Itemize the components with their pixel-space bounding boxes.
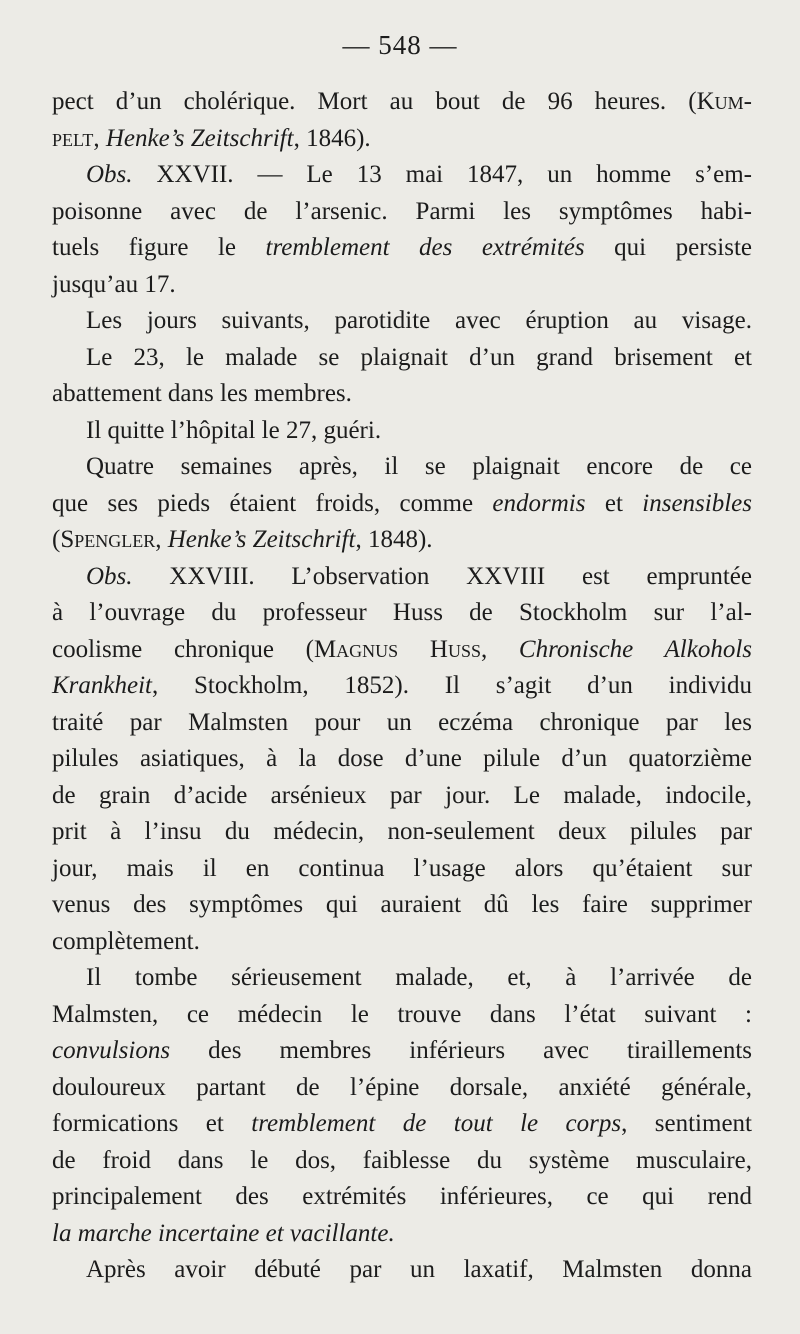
text-run: pilules asiatiques, à la dose d’une pilule d’un quatorzième xyxy=(52,745,752,772)
text-run: Il tombe sérieusement malade, et, à l’arrivée de xyxy=(86,964,752,991)
italic-text: tremblement des extrémités xyxy=(265,234,585,261)
text-run: , 1846). xyxy=(293,124,371,152)
text-line xyxy=(52,121,752,158)
text-line xyxy=(52,924,752,961)
text-run: principalement des extrémités inférieures, ce qui rend xyxy=(52,1183,752,1210)
text-line xyxy=(52,194,752,231)
text-run: Malmsten, ce médecin le trouve dans l’état suivant : xyxy=(52,1000,752,1028)
text-run: ( xyxy=(52,526,61,553)
text-line xyxy=(52,997,752,1034)
text-line xyxy=(52,814,752,851)
text-line xyxy=(52,1070,752,1107)
text-run: , xyxy=(93,124,106,152)
text-line xyxy=(52,705,752,742)
text-line xyxy=(52,522,752,559)
text-line xyxy=(52,1216,752,1253)
text-run: complètement. xyxy=(52,927,200,955)
text-run: des membres inférieurs avec tiraillements xyxy=(170,1037,752,1064)
text-run: abattement dans les membres. xyxy=(52,380,352,407)
text-run: Le 23, le malade se plaignait d’un grand brisement et xyxy=(86,343,752,371)
text-line xyxy=(52,267,752,304)
text-run: jusqu’au 17. xyxy=(52,270,176,298)
text-run: de grain d’acide arsénieux par jour. Le malade, indocile, xyxy=(52,781,752,809)
text-run: , xyxy=(480,635,519,663)
italic-text: convulsions xyxy=(52,1037,171,1064)
text-line xyxy=(52,486,752,523)
text-run: poisonne avec de l’arsenic. Parmi les symptômes habi- xyxy=(52,197,752,225)
text-line xyxy=(52,376,752,413)
text-line xyxy=(52,1106,752,1143)
text-line xyxy=(52,1143,752,1180)
italic-text: tremblement de tout le corps xyxy=(251,1110,622,1137)
text-run: qui persiste xyxy=(584,234,752,261)
text-run: Les jours suivants, parotidite avec éruption au visage. xyxy=(86,307,752,334)
italic-text: Henke’s Zeitschrift xyxy=(105,124,294,152)
text-line xyxy=(52,1252,752,1289)
text-run: , xyxy=(155,526,168,553)
text-run: , sentiment xyxy=(621,1110,752,1137)
text-run: pect d’un cholérique. Mort au bout de 96 heures. ( xyxy=(52,88,697,115)
text-line xyxy=(52,449,752,486)
text-line xyxy=(52,668,752,705)
text-line xyxy=(52,887,752,924)
text-line xyxy=(52,230,752,267)
small-caps-text: Magnus Huss xyxy=(313,635,481,663)
text-run: prit à l’insu du médecin, non-seulement deux pilules par xyxy=(52,818,752,845)
body-text xyxy=(52,84,752,1289)
text-line xyxy=(52,340,752,377)
text-run: de froid dans le dos, faiblesse du système musculaire, xyxy=(52,1146,752,1174)
text-run: , 1848). xyxy=(355,526,433,553)
text-run: XXVII. — Le 13 mai 1847, un homme s’em- xyxy=(132,161,752,188)
italic-text: Obs. xyxy=(86,562,133,590)
text-run: traité par Malmsten pour un eczéma chronique par les xyxy=(52,708,752,736)
text-line xyxy=(52,559,752,596)
italic-text: endormis xyxy=(492,489,586,517)
text-line xyxy=(52,960,752,997)
text-line xyxy=(52,157,752,194)
text-line xyxy=(52,84,752,121)
italic-text: la marche incertaine et vacillante. xyxy=(52,1219,395,1247)
text-run: Quatre semaines après, il se plaignait encore de ce xyxy=(86,453,752,480)
small-caps-text: Kum- xyxy=(696,88,752,115)
page-number: — 548 — xyxy=(342,30,458,60)
text-run: Il quitte l’hôpital le 27, guéri. xyxy=(86,416,382,444)
text-run: que ses pieds étaient froids, comme xyxy=(52,489,493,517)
italic-text: Krankheit xyxy=(52,672,152,699)
italic-text: insensibles xyxy=(642,489,752,517)
italic-text: Obs. xyxy=(86,161,133,188)
text-line xyxy=(52,595,752,632)
text-line xyxy=(52,413,752,450)
text-run: jour, mais il en continua l’usage alors qu’étaient sur xyxy=(52,854,752,882)
text-line xyxy=(52,1033,752,1070)
text-run: coolisme chronique ( xyxy=(52,635,314,663)
text-line xyxy=(52,1179,752,1216)
text-run: XXVIII. L’observation XXVIII est empruntée xyxy=(132,562,752,590)
text-line xyxy=(52,303,752,340)
text-run: formications et xyxy=(52,1110,252,1137)
text-line xyxy=(52,778,752,815)
text-run: Après avoir débuté par un laxatif, Malmsten donna xyxy=(86,1256,752,1283)
small-caps-text: pelt xyxy=(52,124,94,152)
italic-text: Chronische Alkohols xyxy=(518,635,752,663)
text-run: tuels figure le xyxy=(52,234,266,261)
text-run: venus des symptômes qui auraient dû les faire supprimer xyxy=(52,891,752,918)
small-caps-text: Spengler xyxy=(60,526,156,553)
text-run: et xyxy=(585,489,643,517)
text-run: douloureux partant de l’épine dorsale, anxiété générale, xyxy=(52,1073,752,1101)
text-run: à l’ouvrage du professeur Huss de Stockholm sur l’al- xyxy=(52,599,752,626)
italic-text: Henke’s Zeitschrift xyxy=(167,526,356,553)
text-line xyxy=(52,741,752,778)
text-run: , Stockholm, 1852). Il s’agit d’un individu xyxy=(152,672,752,699)
text-line xyxy=(52,632,752,669)
text-line xyxy=(52,851,752,888)
